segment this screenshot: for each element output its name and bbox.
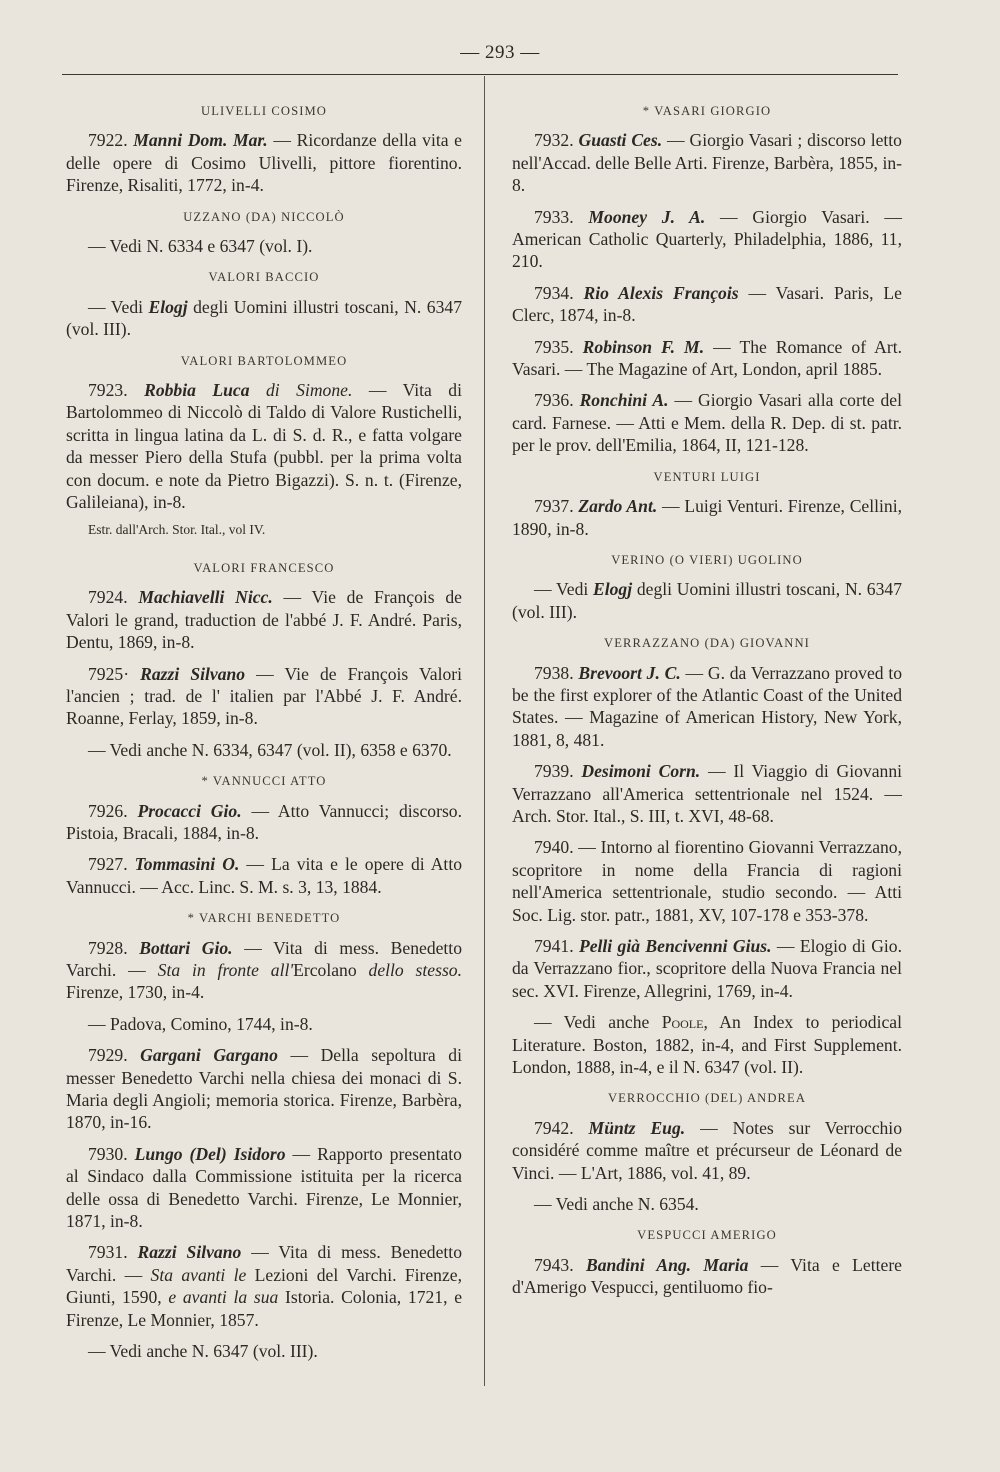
cross-reference: [66, 296, 462, 341]
cross-reference: — Vedi anche N. 6354.: [534, 1194, 699, 1215]
entry-text: — Vita di mess. Benedetto Varchi. —: [66, 1242, 462, 1285]
entry-number: 7922.: [88, 130, 128, 151]
entry-text: — Giorgio Vasari. — American Catholic Quarterly, Philadelphia, 1886, 11, 210.: [512, 206, 902, 272]
entry-number: 7923.: [88, 380, 128, 401]
cross-reference: — Vedi N. 6334 e 6347 (vol. I).: [88, 236, 313, 257]
ref-text: — Vedi: [534, 579, 594, 600]
entry-author: Gargani Gargano: [140, 1045, 278, 1066]
entry-text: — Vita di Bartolommeo di Niccolò di Taldo di Valore Rustichelli, scritta in lingua latina da L. di S. d. R., e fatta volgare da messer Piero della Stufa (pubbl. per la prima volta con docum. e note da Pietro Bigazzi). S. n. t. (Firenze, Galileiana), in-8.: [66, 380, 462, 513]
entry-number: 7938.: [534, 662, 574, 683]
section-heading: * VARCHI BENEDETTO: [187, 911, 341, 926]
entry-text: — Il Viaggio di Giovanni Verrazzano all'America settentrionale nel 1524. —Arch. Stor. Ital., S. III, t. XVI, 48-68.: [512, 761, 902, 826]
entry-author: Robinson F. M.: [582, 336, 705, 357]
ref-title: Poole: [661, 1012, 704, 1033]
entry-text: — La vita e le opere di Atto Vannucci. — Acc. Linc. S. M. s. 3, 13, 1884.: [66, 854, 462, 897]
entry-italic: dello stesso.: [368, 960, 462, 980]
entry-number: 7935.: [534, 336, 574, 357]
bibliography-entry: [66, 379, 462, 513]
entry-note: Estr. dall'Arch. Stor. Ital., vol IV.: [88, 521, 266, 537]
section-heading: VERROCCHIO (DEL) ANDREA: [607, 1091, 807, 1106]
entry-text: — Vita di mess. Benedetto Varchi. —: [66, 937, 462, 980]
ref-text: — Vedi: [88, 296, 149, 317]
entry-number: 7933.: [534, 206, 574, 227]
entry-author: Mooney J. A.: [588, 206, 706, 227]
entry-author: Razzi Silvano: [137, 1242, 242, 1263]
entry-text: Ercolano: [293, 960, 369, 980]
ref-text: degli Uomini illustri toscani, N. 6347 (vol. III).: [512, 579, 902, 622]
entry-author: Procacci Gio.: [137, 800, 242, 821]
bibliography-entry: [512, 206, 902, 273]
bibliography-entry: [66, 129, 462, 196]
entry-author: Machiavelli Nicc.: [138, 587, 273, 608]
bibliography-entry: [512, 836, 902, 926]
bibliography-entry: [512, 389, 902, 456]
entry-author: Desimoni Corn.: [581, 761, 701, 782]
page-number: — 293 —: [460, 42, 540, 63]
entry-number: 7931.: [88, 1242, 128, 1263]
entry-author-suffix: di Simone.: [249, 380, 353, 401]
bibliography-entry: [66, 1143, 462, 1233]
entry-author: Guasti Ces.: [578, 130, 663, 151]
bibliography-entry: [66, 1241, 462, 1331]
bibliography-entry: [512, 935, 902, 1002]
entry-author: Lungo (Del) Isidoro: [134, 1143, 286, 1164]
entry-number: 7925·: [88, 663, 130, 684]
entry-number: 7927.: [88, 854, 128, 875]
entry-text: Firenze, 1730, in-4.: [66, 982, 205, 1003]
entry-author: Manni Dom. Mar.: [133, 130, 268, 151]
entry-author: Bandini Ang. Maria: [585, 1254, 749, 1275]
entry-number: 7942.: [534, 1117, 574, 1138]
section-heading: VALORI FRANCESCO: [193, 560, 335, 575]
bibliography-entry: [66, 663, 462, 730]
bibliography-entry: [66, 800, 462, 845]
entry-text: — G. da Verrazzano proved to be the first explorer of the Atlantic Coast of the United States. — Magazine of American History, New York, 1881, 8, 481.: [512, 662, 903, 750]
header-rule: [62, 74, 898, 75]
entry-author: Bottari Gio.: [139, 937, 233, 958]
bibliography-entry: [512, 282, 902, 327]
ref-text: — Vedi anche: [534, 1012, 662, 1033]
entry-text: — Vasari. Paris, Le Clerc, 1874, in-8.: [512, 282, 902, 326]
cross-reference: — Vedi anche N. 6347 (vol. III).: [88, 1341, 318, 1362]
cross-reference: [512, 578, 902, 623]
section-heading: VALORI BACCIO: [208, 270, 320, 285]
entry-number: 7926.: [88, 800, 128, 821]
entry-number: 7932.: [534, 130, 574, 151]
entry-number: 7941.: [534, 936, 574, 956]
bibliography-entry: [512, 760, 902, 827]
entry-author: Brevoort J. C.: [578, 662, 681, 683]
section-heading: ULIVELLI COSIMO: [201, 104, 327, 118]
section-heading: UZZANO (DA) NICCOLÒ: [183, 209, 345, 224]
entry-number: 7940.: [534, 837, 574, 858]
bibliography-entry: [512, 1254, 902, 1299]
bibliography-entry: [66, 937, 462, 1004]
section-heading: * VANNUCCI ATTO: [201, 774, 327, 789]
entry-number: 7936.: [534, 390, 574, 411]
section-heading: VENTURI LUIGI: [653, 469, 761, 484]
entry-number: 7937.: [534, 496, 574, 517]
bibliography-entry: [512, 336, 902, 381]
entry-text: — Rapporto presentato al Sindaco dalla Commissione istituita per la ricerca delle ossa di Benedetto Varchi. Firenze, Le Monnier, 1871, in-8.: [66, 1143, 462, 1232]
entry-number: 7934.: [534, 282, 574, 303]
entry-text: — The Romance of Art. Vasari. — The Magazine of Art, London, april 1885.: [512, 336, 902, 380]
entry-author: Robbia Luca: [144, 380, 250, 401]
entry-author: Pelli già Bencivenni Gius.: [578, 936, 772, 956]
entry-text: — Ricordanze della vita e delle opere di Cosimo Ulivelli, pittore fiorentino. Firenze, Risaliti, 1772, in-4.: [66, 130, 462, 196]
ref-text: degli Uomini illustri toscani, N. 6347 (vol. III).: [66, 296, 462, 340]
entry-text: — Vita e Lettere d'Amerigo Vespucci, gentiluomo fio-: [512, 1254, 902, 1298]
entry-number: 7928.: [88, 937, 128, 958]
entry-text: — Intorno al fiorentino Giovanni Verrazzano, scopritore in nome della Francia di ragioni nell'America settentrionale, studio secondo. — Atti Soc. Lig. stor. patr., 1881, XV, 107-178 e 353-378.: [512, 837, 902, 925]
entry-text: Lezioni del Varchi. Firenze, Giunti, 1590,: [66, 1264, 462, 1308]
cross-reference: — Vedi anche N. 6334, 6347 (vol. II), 6358 e 6370.: [88, 739, 452, 760]
bibliography-entry: [66, 586, 462, 653]
bibliography-entry: [66, 1044, 462, 1134]
ref-title: Elogj: [148, 296, 188, 317]
entry-text: — Vie de François de Valori le grand, traduction de l'abbé J. F. André. Paris, Dentu, 1869, in-8.: [66, 587, 462, 653]
entry-text: — Della sepoltura di messer Benedetto Varchi nella chiesa dei monaci di S. Maria degli Angioli; memoria storica. Firenze, Barbèra, 1870, in-16.: [66, 1045, 462, 1133]
entry-author: Müntz Eug.: [588, 1117, 686, 1138]
ref-text: , An Index to periodical Literature. Boston, 1882, in-4, and First Supplement. London, 1888, in-4, e il N. 6347 (vol. II).: [512, 1012, 902, 1078]
entry-text: Istoria. Colonia, 1721, e Firenze, Le Monnier, 1857.: [66, 1287, 462, 1330]
column-divider: [484, 76, 485, 1386]
cross-reference: — Padova, Comino, 1744, in-8.: [88, 1013, 313, 1034]
entry-text: — Atto Vannucci; discorso. Pistoia, Bracali, 1884, in-8.: [66, 800, 462, 843]
entry-text: — Elogio di Gio. da Verrazzano fior., scopritore della Nuova Francia nel sec. XVI. Firenze, Allegrini, 1769, in-4.: [512, 936, 902, 1001]
section-heading: VERINO (O VIERI) UGOLINO: [611, 552, 803, 567]
section-heading: VALORI BARTOLOMMEO: [180, 353, 348, 368]
entry-author: Rio Alexis François: [583, 282, 739, 303]
right-column: [512, 100, 902, 1308]
entry-italic: e avanti la sua: [168, 1287, 279, 1308]
entry-number: 7924.: [88, 587, 128, 608]
entry-text: — Giorgio Vasari ; discorso letto nell'Accad. delle Belle Arti. Firenze, Barbèra, 1855, in-8.: [512, 130, 902, 196]
bibliography-entry: [512, 129, 902, 196]
entry-number: 7929.: [88, 1045, 128, 1066]
entry-italic: Sta in fronte all': [157, 960, 294, 980]
section-heading: VERRAZZANO (DA) GIOVANNI: [604, 636, 810, 651]
entry-text: — Giorgio Vasari alla corte del card. Farnese. — Atti e Mem. della R. Dep. di st. patr. per le prov. dell'Emilia, 1864, II, 121-128.: [512, 390, 902, 456]
bibliography-entry: [512, 495, 902, 540]
left-column: [66, 100, 462, 1372]
entry-italic: Sta avanti le: [150, 1264, 247, 1285]
section-heading: * VASARI GIORGIO: [642, 104, 772, 118]
entry-author: Zardo Ant.: [578, 496, 658, 517]
entry-author: Ronchini A.: [579, 390, 669, 411]
cross-reference: [512, 1011, 902, 1078]
entry-author: Razzi Silvano: [140, 663, 246, 684]
entry-text: — Notes sur Verrocchio considéré comme maître et précurseur de Léonard de Vinci. — L'Art, 1886, vol. 41, 89.: [512, 1117, 902, 1183]
entry-author: Tommasini O.: [134, 854, 240, 875]
ref-title: Elogj: [593, 579, 633, 600]
bibliography-entry: [512, 1117, 902, 1184]
entry-text: — Luigi Venturi. Firenze, Cellini, 1890, in-8.: [512, 496, 902, 539]
entry-number: 7939.: [534, 761, 574, 782]
bibliography-entry: [512, 662, 902, 752]
entry-number: 7930.: [88, 1143, 128, 1164]
entry-number: 7943.: [534, 1254, 574, 1275]
entry-text: — Vie de François Valori l'ancien ; trad. de l' italien par l'Abbé J. F. André. Roanne, Ferlay, 1859, in-8.: [66, 663, 462, 729]
section-heading: VESPUCCI AMERIGO: [637, 1228, 777, 1243]
bibliography-entry: [66, 853, 462, 898]
